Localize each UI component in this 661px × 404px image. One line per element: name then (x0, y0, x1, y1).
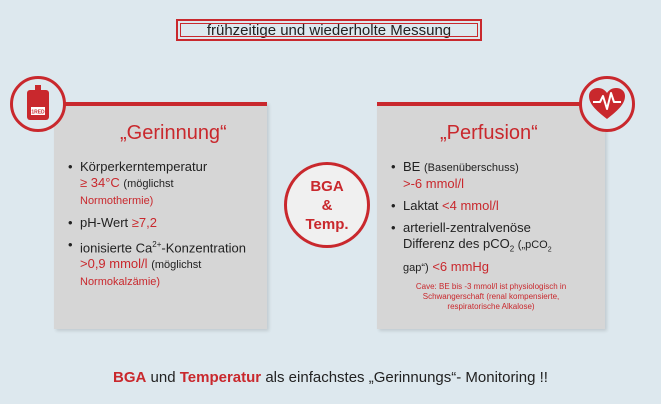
center-line-1: BGA (310, 177, 344, 195)
list-item: • Laktat <4 mmol/l (389, 198, 599, 214)
list-item: • Körperkerntemperatur ≥ 34°C (möglichst Normothermie) (66, 159, 266, 209)
title-box (176, 19, 482, 41)
list-item: • ionisierte $Ca^{2+}$-Konzentration >0,9 mmol/l (möglichst Normokalzämie) (66, 237, 266, 290)
footer-rest: als einfachstes „Gerinnungs“- Monitoring !! (265, 369, 548, 386)
blood-bag-icon-circle (10, 76, 66, 132)
list-item: • arteriell-zentralvenöse Differenz des pCO$_2$ („pCO$_2$ gap“) <6 mmHg (389, 220, 599, 276)
gerinnung-list (66, 159, 266, 296)
footer-text (0, 369, 661, 386)
bag-label: 1RED (31, 109, 45, 116)
bga-temp-circle (284, 162, 370, 248)
heart-icon-circle (579, 76, 635, 132)
heart-pulse-icon (588, 87, 626, 121)
cave-note: Cave: BE bis -3 mmol/l ist physiologisch in Schwangerschaft (renal kompensierte, respiratorische Alkalose) (415, 282, 567, 311)
blood-bag-icon (23, 85, 53, 123)
footer-und: und (150, 369, 176, 386)
list-item: • BE (Basenüberschuss) >-6 mmol/l (389, 159, 599, 192)
gerinnung-top-line (54, 102, 267, 106)
perfusion-heading: „Perfusion“ (440, 122, 538, 144)
perfusion-list (389, 159, 599, 282)
center-line-3: Temp. (305, 215, 349, 233)
gerinnung-heading: „Gerinnung“ (120, 122, 227, 144)
title-text: frühzeitige und wiederholte Messung (206, 21, 452, 39)
center-line-2: & (321, 196, 333, 214)
perfusion-top-line (377, 102, 605, 106)
footer-bold-temperatur: Temperatur (179, 369, 262, 386)
footer-bold-bga: BGA (113, 369, 147, 386)
list-item: • pH-Wert ≥7,2 (66, 215, 266, 231)
